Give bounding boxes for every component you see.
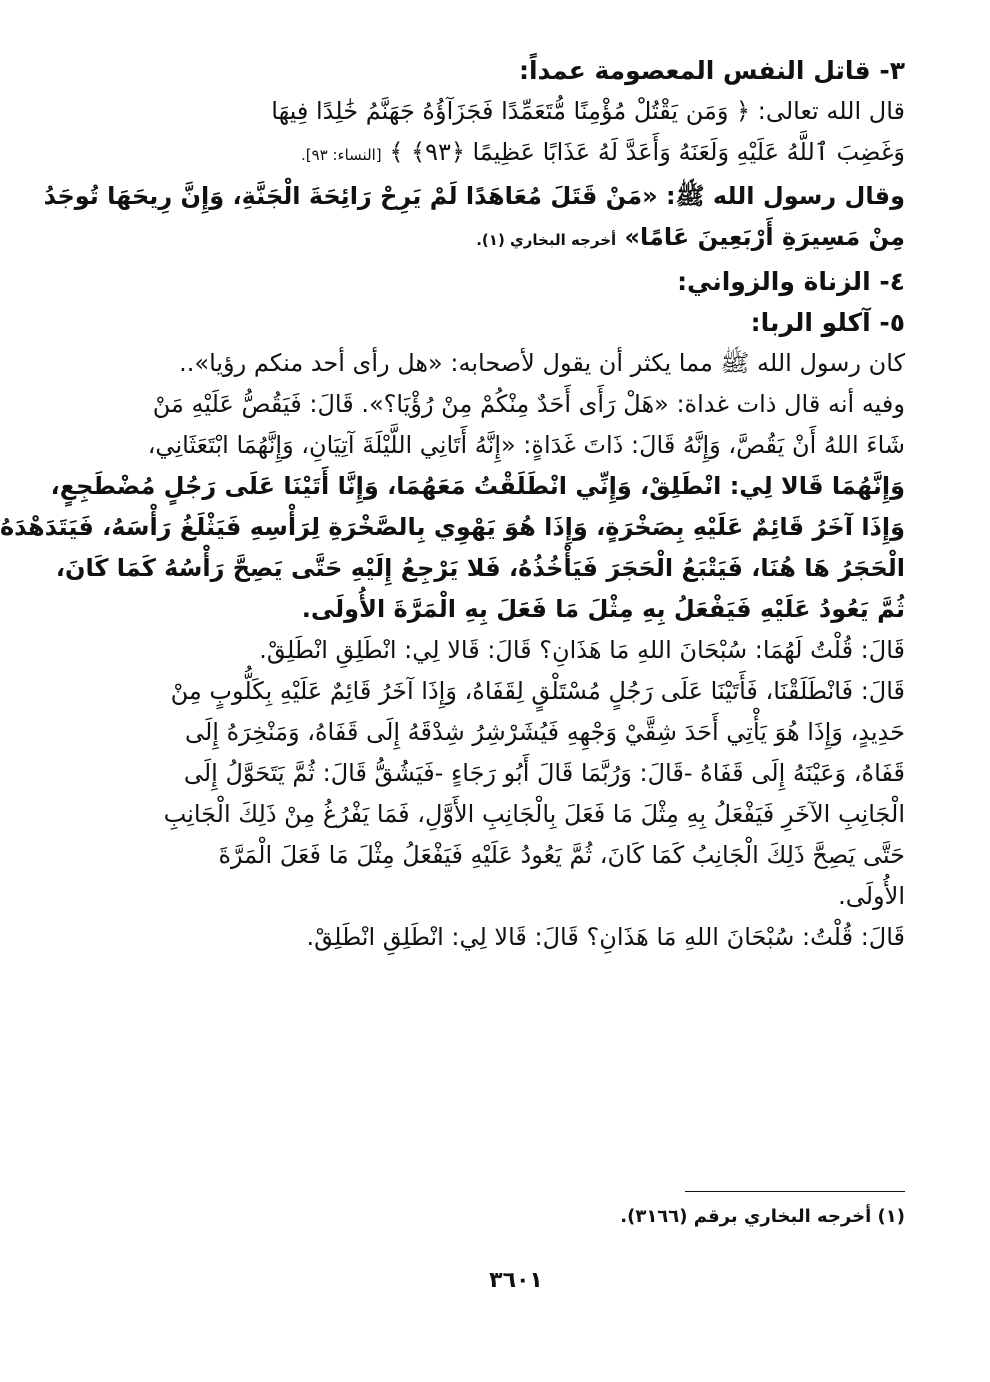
body-line: حَدِيدٍ، وَإِذَا هُوَ يَأْتِي أَحَدَ شِقَّيْ وَجْهِهِ فَيُشَرْشِرُ شِدْقَهُ إِلَى قَفَاهُ، وَمَنْخِرَهُ إِلَى — [184, 718, 905, 746]
quran-verse-line-1: قال الله تعالى: ﴿ وَمَن يَقْتُلْ مُؤْمِنًا مُّتَعَمِّدًا فَجَزَآؤُهُ جَهَنَّمُ خَٰلِدًا فِيهَا — [271, 97, 905, 125]
section-5-heading: ٥- آكلو الربا: — [750, 308, 905, 337]
body-line: وَإِنَّهُمَا قَالا لِي: انْطَلِقْ، وَإِنِّي انْطَلَقْتُ مَعَهُمَا، وَإِنَّا أَتَيْنَا عَلَى رَجُلٍ مُضْطَجِعٍ، — [50, 472, 905, 500]
body-line: حَتَّى يَصِحَّ ذَلِكَ الْجَانِبُ كَمَا كَانَ، ثُمَّ يَعُودُ عَلَيْهِ فَيَفْعَلُ مِثْلَ مَا فَعَلَ الْمَرَّةَ — [218, 841, 905, 869]
body-line: وَإِذَا آخَرُ قَائِمٌ عَلَيْهِ بِصَخْرَةٍ، وَإِذَا هُوَ يَهْوِي بِالصَّخْرَةِ لِرَأْسِهِ فَيَثْلَغُ رَأْسَهُ، فَيَتَدَهْدَهُ — [0, 513, 905, 541]
hadith-text: مِنْ مَسِيرَةِ أَرْبَعِينَ عَامًا» — [624, 223, 905, 251]
hadith-line-2 — [134, 217, 905, 261]
quran-reference: [النساء: ٩٣]. — [300, 146, 382, 164]
footnote: (١) أخرجه البخاري برقم (٣١٦٦). — [620, 1206, 905, 1227]
body-line: الْحَجَرُ هَا هُنَا، فَيَتْبَعُ الْحَجَرَ فَيَأْخُذُهُ، فَلا يَرْجِعُ إِلَيْهِ حَتَّى يَصِحَّ رَأْسُهُ كَمَا كَانَ، — [55, 554, 905, 582]
section-4-heading: ٤- الزناة والزواني: — [677, 267, 905, 296]
body-line: قَالَ: قُلْتُ لَهُمَا: سُبْحَانَ اللهِ مَا هَذَانِ؟ قَالَ: قَالا لِي: انْطَلِقِ انْطَلِقْ. — [259, 636, 905, 664]
page-number: ٣٦٠١ — [489, 1268, 543, 1293]
footnote-separator — [685, 1191, 905, 1192]
hadith-reference: أخرجه البخاري (١). — [476, 231, 617, 249]
page-body — [0, 50, 905, 958]
section-3-heading: ٣- قاتل النفس المعصومة عمداً: — [518, 56, 905, 85]
hadith-line-1: وقال رسول الله ﷺ: «مَنْ قَتَلَ مُعَاهَدًا لَمْ يَرِحْ رَائِحَةَ الْجَنَّةِ، وَإِنَّ رِيحَهَا تُوجَدُ — [43, 182, 905, 210]
body-line: قَالَ: فَانْطَلَقْنَا، فَأَتَيْنَا عَلَى رَجُلٍ مُسْتَلْقٍ لِقَفَاهُ، وَإِذَا آخَرُ قَائِمٌ عَلَيْهِ بِكَلُّوبٍ مِنْ — [170, 677, 905, 705]
body-line: قَفَاهُ، وَعَيْنَهُ إِلَى قَفَاهُ -قَالَ: وَرُبَّمَا قَالَ أَبُو رَجَاءٍ -فَيَشُقُّ قَالَ: ثُمَّ يَتَحَوَّلُ إِلَى — [183, 759, 905, 787]
body-line: كان رسول الله ﷺ مما يكثر أن يقول لأصحابه: «هل رأى أحد منكم رؤيا».. — [179, 349, 905, 377]
body-line: الأُولَى. — [838, 882, 905, 910]
body-line: الْجَانِبِ الآخَرِ فَيَفْعَلُ بِهِ مِثْلَ مَا فَعَلَ بِالْجَانِبِ الأَوَّلِ، فَمَا يَفْرُغُ مِنْ ذَلِكَ الْجَانِبِ — [163, 800, 905, 828]
body-line: وفيه أنه قال ذات غداة: «هَلْ رَأَى أَحَدٌ مِنْكُمْ مِنْ رُؤْيَا؟». قَالَ: فَيَقُصُّ عَلَيْهِ مَنْ — [152, 390, 905, 418]
body-line: قَالَ: قُلْتُ: سُبْحَانَ اللهِ مَا هَذَانِ؟ قَالَ: قَالا لِي: انْطَلِقِ انْطَلِقْ. — [306, 923, 905, 951]
quran-verse-line-2 — [134, 132, 905, 176]
body-line: ثُمَّ يَعُودُ عَلَيْهِ فَيَفْعَلُ بِهِ مِثْلَ مَا فَعَلَ بِهِ الْمَرَّةَ الأُولَى. — [301, 595, 905, 623]
quran-verse-text: وَغَضِبَ ٱللَّهُ عَلَيْهِ وَلَعَنَهُ وَأَعَدَّ لَهُ عَذَابًا عَظِيمًا ﴿٩٣﴾ ﴾ — [389, 138, 905, 166]
body-line: شَاءَ اللهُ أَنْ يَقُصَّ، وَإِنَّهُ قَالَ: ذَاتَ غَدَاةٍ: «إِنَّهُ أَتَانِي اللَّيْلَةَ آتِيَانِ، وَإِنَّهُمَا ابْتَعَثَانِي، — [147, 431, 905, 459]
